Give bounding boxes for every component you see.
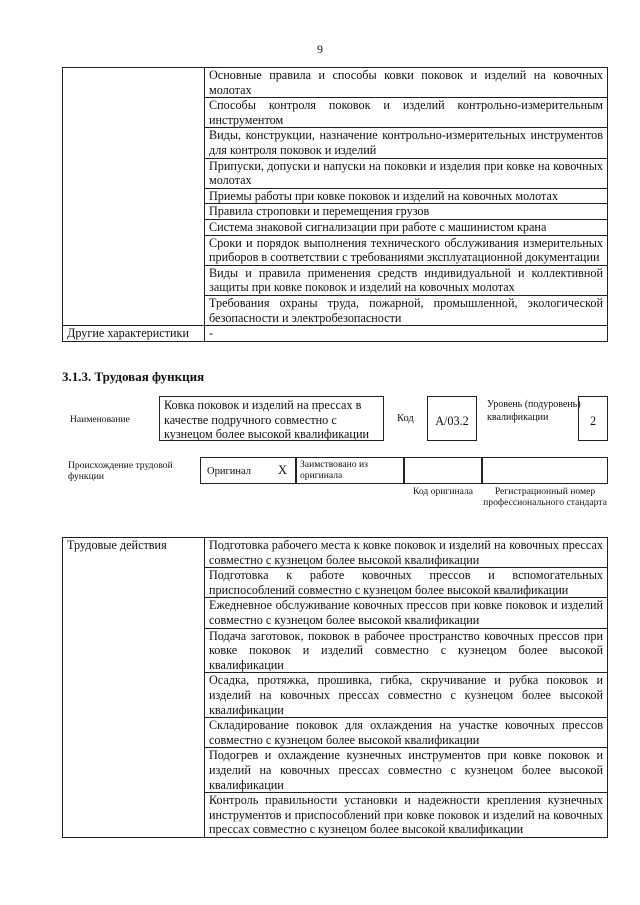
knowledge-item: Сроки и порядок выполнения технического обслуживания измерительных приборов в соответствии с требованиями эксплуатационной документации [205,235,608,265]
table-row [63,326,608,342]
code-original-cell [404,457,482,484]
knowledge-item: Требования охраны труда, пожарной, промышленной, экологической безопасности и электробезопасности [205,295,608,325]
labor-action-item: Подогрев и охлаждение кузнечных инструментов при ковке поковок и изделий на ковочных прессах совместно с кузнецом более высокой квалификации [205,748,608,793]
knowledge-label-cell [63,68,205,326]
knowledge-table [62,67,608,342]
labor-actions-table [62,537,608,838]
knowledge-item: Виды и правила применения средств индивидуальной и коллективной защиты при ковке поковок и изделий на ковочных молотах [205,265,608,295]
page-number: 9 [317,42,323,56]
labor-action-item: Подготовка к работе ковочных прессов и вспомогательных приспособлений совместно с кузнецом более высокой квалификации [205,568,608,598]
reg-number-cell [482,457,608,484]
original-mark: X [278,463,288,477]
knowledge-item: Способы контроля поковок и изделий контрольно-измерительным инструментом [205,98,608,128]
knowledge-item: Основные правила и способы ковки поковок и изделий на ковочных молотах [205,68,608,98]
code-original-label: Код оригинала [412,486,474,497]
table-row [63,538,608,568]
level-label: Уровень (подуровень) квалификации [487,399,581,423]
original-label: Оригинал [207,466,251,477]
labor-actions-label: Трудовые действия [63,538,205,838]
labor-action-item: Складирование поковок для охлаждения на участке ковочных прессов совместно с кузнецом более высокой квалификации [205,718,608,748]
labor-action-item: Подготовка рабочего места к ковке поковок и изделий на ковочных прессах совместно с кузнецом более высокой квалификации [205,538,608,568]
labor-action-item: Осадка, протяжка, прошивка, гибка, скручивание и рубка поковок и изделий на ковочных прессах совместно с кузнецом более высокой квалификации [205,673,608,718]
borrowed-label: Заимствовано из оригинала [296,457,404,484]
name-label: Наименование [70,414,130,425]
knowledge-item: Приемы работы при ковке поковок и изделий на ковочных молотах [205,188,608,204]
section-heading: 3.1.3. Трудовая функция [62,369,205,384]
knowledge-item: Система знаковой сигнализации при работе с машинистом крана [205,219,608,235]
labor-action-item: Подача заготовок, поковок в рабочее пространство ковочных прессов при ковке поковок и изделий совместно с кузнецом более высокой квалификации [205,628,608,673]
table-row [63,68,608,98]
function-name-value: Ковка поковок и изделий на прессах в качестве подручного совместно с кузнецом более высокой квалификации [159,396,384,441]
function-code-value: А/03.2 [427,396,477,441]
labor-action-item: Контроль правильности установки и надежности крепления кузнечных инструментов и приспособлений при ковке поковок и изделий на ковочных прессах совместно с кузнецом более высокой квалификации [205,793,608,838]
knowledge-item: Правила строповки и перемещения грузов [205,204,608,220]
origin-label: Происхождение трудовой функции [68,460,173,482]
labor-action-item: Ежедневное обслуживание ковочных прессов при ковке поковок и изделий совместно с кузнецом более высокой квалификации [205,598,608,628]
code-label: Код [397,413,414,424]
knowledge-item: Виды, конструкции, назначение контрольно-измерительных инструментов для контроля поковок и изделий [205,128,608,158]
level-value: 2 [578,396,608,441]
other-characteristics-value: - [205,326,608,342]
knowledge-item: Припуски, допуски и напуски на поковки и изделия при ковке на ковочных молотах [205,158,608,188]
reg-number-label: Регистрационный номер профессионального стандарта [483,486,607,508]
other-characteristics-label: Другие характеристики [63,326,205,342]
